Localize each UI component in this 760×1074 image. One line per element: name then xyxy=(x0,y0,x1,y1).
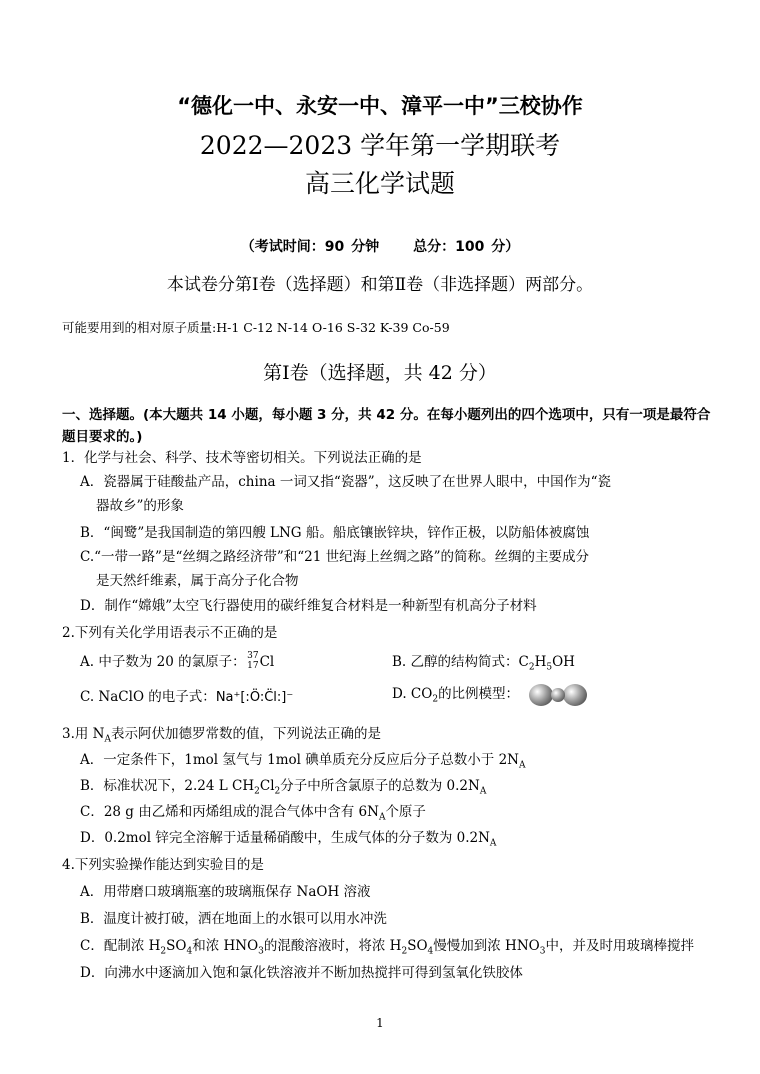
q2-stem: 2.下列有关化学用语表示不正确的是 xyxy=(62,625,278,641)
q2-option-c: C. NaClO 的电子式：Na⁺[:Ö:C̈l:]⁻ xyxy=(80,689,294,705)
title-schools: “德化一中、永安一中、漳平一中”三校协作 xyxy=(177,94,583,118)
q1-option-d: D．制作“嫦娥”太空飞行器使用的碳纤维复合材料是一种新型有机高分子材料 xyxy=(80,598,537,614)
exam-time: （考试时间：90 分钟 xyxy=(240,239,380,255)
section-heading: 第Ⅰ卷（选择题，共 42 分） xyxy=(263,362,497,384)
q3-option-a: A．一定条件下，1mol 氢气与 1mol 碘单质充分反应后分子总数小于 $2N_A$ xyxy=(80,752,526,771)
q3-option-c: C．28 g 由乙烯和丙烯组成的混合气体中含有 $6N_A$个原子 xyxy=(80,804,426,823)
page-number: 1 xyxy=(376,1016,384,1030)
q2-option-b: B. 乙醇的结构简式：$C_2H_5OH$ xyxy=(392,654,575,673)
carbon-atom-icon xyxy=(551,688,565,702)
q3-stem: 3.用 $N_A$表示阿伏加德罗常数的值，下列说法正确的是 xyxy=(62,726,381,745)
title-term: 2022—2023 学年第一学期联考 xyxy=(199,131,561,160)
exam-score: 总分：100 分） xyxy=(413,239,520,255)
q4-option-c: C．配制浓 $H_2SO_4$和浓 $HNO_3$的混酸溶液时，将浓 $H_2SO_4$慢慢加到浓 $HNO_3$中，并及时用玻璃棒搅拌 xyxy=(80,938,694,957)
q1-option-a-cont: 器故乡”的形象 xyxy=(96,498,184,514)
q3-option-b: B．标准状况下，2.24 L $CH_2Cl_2$分子中所含氯原子的总数为 $0.2N_A$ xyxy=(80,778,487,797)
exam-info xyxy=(0,236,760,256)
q2-option-a: A. 中子数为 20 的氯原子： 37 17 Cl xyxy=(80,650,275,671)
q3-option-d: D．0.2mol 锌完全溶解于适量稀硝酸中，生成气体的分子数为 $0.2N_A$ xyxy=(80,830,497,849)
electron-formula: Na⁺[:Ö:C̈l:]⁻ xyxy=(215,690,294,705)
q1-option-a: A．瓷器属于硅酸盐产品，china 一词又指“瓷器”，这反映了在世界人眼中，中国作为“瓷 xyxy=(80,474,612,490)
oxygen-atom-icon xyxy=(563,684,587,706)
title-subject: 高三化学试题 xyxy=(304,169,455,198)
q4-stem: 4.下列实验操作能达到实验目的是 xyxy=(62,857,264,873)
oxygen-atom-icon xyxy=(529,684,553,706)
q4-option-d: D．向沸水中逐滴加入饱和氯化铁溶液并不断加热搅拌可得到氢氧化铁胶体 xyxy=(80,965,523,981)
q1-stem: 1．化学与社会、科学、技术等密切相关。下列说法正确的是 xyxy=(62,450,422,466)
atomic-masses: 可能要用到的相对原子质量:H-1 C-12 N-14 O-16 S-32 K-39 Co-59 xyxy=(62,320,450,335)
section-instructions: 一、选择题。(本大题共 14 小题，每小题 3 分，共 42 分。在每小题列出的四个选项中，只有一项是最符合题目要求的。) xyxy=(62,407,711,445)
co2-space-filling-model xyxy=(529,684,587,706)
q4-option-a: A．用带磨口玻璃瓶塞的玻璃瓶保存 NaOH 溶液 xyxy=(80,884,371,900)
paper-intro: 本试卷分第Ⅰ卷（选择题）和第Ⅱ卷（非选择题）两部分。 xyxy=(166,275,594,295)
q4-option-b: B．温度计被打破，洒在地面上的水银可以用水冲洗 xyxy=(80,911,387,927)
q2-option-d: D. $CO_2$的比例模型： xyxy=(392,682,587,706)
q1-option-b: B．“闽鹭”是我国制造的第四艘 LNG 船。船底镶嵌锌块，锌作正极，以防船体被腐蚀 xyxy=(80,525,590,541)
q1-option-c-cont: 是天然纤维素，属于高分子化合物 xyxy=(96,573,299,589)
q1-option-c: C.“一带一路”是“丝绸之路经济带”和“21 世纪海上丝绸之路”的简称。丝绸的主要成分 xyxy=(80,549,590,565)
